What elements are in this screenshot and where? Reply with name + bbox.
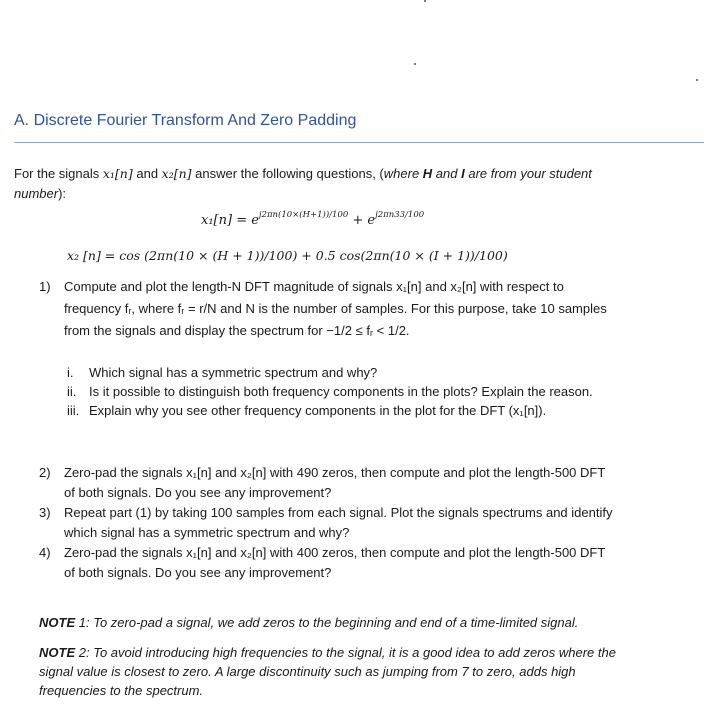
intro-text: answer the following questions, (: [191, 166, 384, 181]
note-2-line-1: [39, 643, 616, 662]
note-1: [39, 613, 578, 632]
intro-i: I: [461, 166, 465, 181]
intro-line-2: [14, 184, 66, 204]
note-2-label: NOTE: [39, 645, 76, 660]
stray-dot: [424, 0, 426, 2]
section-title: A. Discrete Fourier Transform And Zero Padding: [14, 112, 357, 129]
equation-x1-exponent-2: j2πn33/100: [375, 210, 425, 220]
intro-italic: where: [383, 166, 423, 181]
note-1-label: NOTE: [39, 615, 76, 630]
subquestion-ii-number: ii.: [67, 384, 77, 399]
question-3-line-2: which signal has a symmetric spectrum and why?: [64, 525, 350, 540]
equation-x1-plus: + e: [348, 213, 376, 228]
question-3-number: 3): [39, 505, 51, 520]
stray-dot: [696, 79, 698, 81]
equation-x1-lhs: x₁[n] = e: [201, 213, 259, 228]
intro-line-1: [14, 164, 592, 184]
intro-text: and: [132, 166, 162, 181]
question-1-line-2: frequency fᵣ, where fᵣ = r/N and N is the number of samples. For this purpose, take 10 samples: [64, 301, 607, 316]
subquestion-iii-text: Explain why you see other frequency components in the plot for the DFT (x₁[n]).: [89, 403, 547, 418]
subquestion-i-text: Which signal has a symmetric spectrum and why?: [89, 365, 378, 380]
question-1-line-3: from the signals and display the spectrum for −1/2 ≤ fᵣ < 1/2.: [64, 323, 410, 338]
stray-dot: [414, 63, 416, 65]
equation-x1-exponent-1: j2πn(10×(H+1))/100: [258, 210, 349, 220]
subquestion-ii-text: Is it possible to distinguish both frequency components in the plots? Explain the reason.: [89, 384, 593, 399]
heading-divider: [14, 142, 704, 143]
question-3-line-1: Repeat part (1) by taking 100 samples from each signal. Plot the signals spectrums and identify: [64, 505, 613, 520]
question-4-number: 4): [39, 545, 51, 560]
intro-italic: number: [14, 186, 59, 201]
note-2-line-3: frequencies to the spectrum.: [39, 683, 204, 698]
intro-italic: and: [432, 166, 462, 181]
question-2-line-1: Zero-pad the signals x₁[n] and x₂[n] with 490 zeros, then compute and plot the length-500 DFT: [64, 465, 606, 480]
question-2-number: 2): [39, 465, 51, 480]
intro-h: H: [422, 166, 433, 181]
intro-text: For the signals: [14, 166, 103, 181]
question-4-line-2: of both signals. Do you see any improvement?: [64, 565, 332, 580]
question-4-line-1: Zero-pad the signals x₁[n] and x₂[n] with 400 zeros, then compute and plot the length-500 DFT: [64, 545, 606, 560]
intro-text: ):: [58, 186, 67, 201]
question-1-number: 1): [39, 279, 51, 294]
equation-x2-text: x₂ [n] = cos (2πn(10 × (H + 1))/100) + 0.5 cos(2πn(10 × (I + 1))/100): [67, 248, 508, 263]
subquestion-iii-number: iii.: [67, 403, 80, 418]
note-2-line-2: signal value is closest to zero. A large discontinuity such as jumping from 7 to zero, adds high: [39, 664, 576, 679]
signal-x2: x₂[n]: [161, 166, 192, 181]
equation-x2: [67, 246, 508, 266]
equation-x1: [201, 211, 424, 232]
note-2-text: 2: To avoid introducing high frequencies to the signal, it is a good idea to add zeros where the: [75, 645, 616, 660]
subquestion-i-number: i.: [67, 365, 74, 380]
note-1-text: 1: To zero-pad a signal, we add zeros to the beginning and end of a time-limited signal.: [75, 615, 579, 630]
signal-x1: x₁[n]: [102, 166, 133, 181]
question-1-line-1: Compute and plot the length-N DFT magnitude of signals x₁[n] and x₂[n] with respect to: [64, 279, 564, 294]
question-2-line-2: of both signals. Do you see any improvement?: [64, 485, 332, 500]
intro-italic: are from your student: [464, 166, 592, 181]
